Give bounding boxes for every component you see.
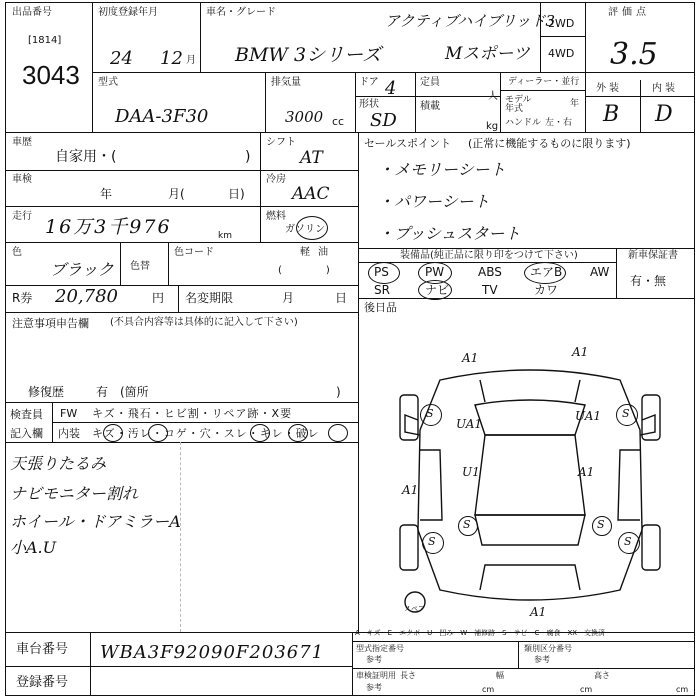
fw-label: FW — [60, 407, 78, 420]
sales-hint: (正常に機能するものに限ります) — [468, 137, 631, 150]
note-line-4: 小A.U — [10, 538, 57, 557]
fuel-gas-circle — [296, 216, 328, 240]
capacity-unit: 人 — [488, 91, 498, 102]
sales-item-1: ・メモリーシート — [378, 160, 506, 179]
chassis-label: 車台番号 — [16, 642, 69, 657]
ac-label: 冷房 — [266, 174, 286, 185]
equip-airbag: エアB — [530, 265, 563, 279]
make-handwritten: BMW 3シリーズ — [235, 44, 382, 66]
sales-item-2: ・パワーシート — [378, 192, 490, 211]
first-reg-label: 初度登録年月 — [98, 7, 158, 18]
mark-s-2: S — [622, 407, 630, 420]
sales-item-3: ・プッシュスタート — [378, 224, 521, 243]
remarks-label: 記入欄 — [10, 427, 43, 440]
doors-label: ドア — [359, 77, 379, 88]
mark-s-4: S — [624, 535, 632, 548]
equip-pw: PW — [425, 265, 445, 279]
model-value: DAA-3F30 — [115, 106, 209, 127]
drive-4wd: 4WD — [548, 47, 575, 60]
shape-label: 形状 — [359, 99, 379, 110]
trim-handwritten: Mスポーツ — [445, 44, 530, 64]
warranty-label: 新車保証書 — [628, 250, 678, 261]
class-ref: 参考 — [534, 655, 550, 664]
mileage-label: 走行 — [12, 211, 32, 222]
handle-label: ハンドル — [505, 118, 542, 128]
note-line-1: 天張りたるみ — [10, 454, 107, 473]
interior-label: 内装 — [652, 83, 678, 94]
load-label: 積載 — [420, 101, 440, 112]
length-unit: cm — [482, 685, 495, 694]
rear-label: 後日品 — [364, 301, 397, 314]
repair-close: ) — [336, 385, 341, 399]
drive-2wd: 2WD — [548, 17, 575, 30]
equipment-title: 装備品(純正品に限り印をつけて下さい) — [400, 250, 578, 261]
height-unit: cm — [676, 685, 689, 694]
mark-a1-left-side: A1 — [402, 483, 419, 497]
cert-label: 型式指定番号 — [356, 644, 404, 653]
mark-s-5: S — [463, 518, 471, 531]
score-value: 3.5 — [610, 37, 658, 72]
width-label: 幅 — [496, 671, 504, 680]
mark-a1-rear: A1 — [530, 605, 547, 619]
category-label: 車歴 — [12, 137, 32, 148]
fuel-gas: ガソリン — [285, 224, 325, 235]
mark-s-1: S — [426, 407, 434, 420]
width-unit: cm — [580, 685, 593, 694]
equip-leather: カワ — [534, 283, 559, 297]
exterior-value: B — [603, 102, 620, 127]
color-value: ブラック — [50, 260, 114, 279]
color-label: 色 — [12, 247, 22, 258]
car-diagram — [380, 340, 680, 630]
interior-value: D — [655, 102, 673, 127]
equip-tv: TV — [482, 283, 498, 297]
shift-label: シフト — [266, 137, 296, 148]
first-reg-month: 12 — [160, 48, 183, 69]
lot-label: 出品番号 — [12, 7, 52, 18]
shift-value: AT — [300, 148, 323, 168]
mileage-value: 16万3千976 — [45, 216, 172, 238]
r-value: 20,780 — [55, 286, 118, 307]
equip-ps: PS — [374, 265, 389, 279]
ac-value: AAC — [292, 184, 330, 204]
mark-ua1-left: UA1 — [456, 417, 483, 431]
reg-label: 登録番号 — [16, 675, 69, 690]
equip-aw: AW — [590, 265, 610, 279]
notes-hint: (不具合内容等は具体的に記入して下さい) — [110, 317, 298, 328]
color-change-label: 色替 — [130, 261, 150, 272]
r-label: R券 — [12, 291, 33, 305]
name-change-day: 日 — [335, 291, 348, 305]
category-value: 自家用・( — [55, 149, 117, 165]
displacement-value: 3000 — [285, 108, 324, 126]
doors-value: 4 — [385, 78, 397, 99]
handle-value: 左・右 — [545, 118, 573, 128]
inspection-day: 日) — [228, 187, 245, 201]
sales-title: セールスポイント — [364, 137, 452, 150]
model-year-label: モデル年式 — [505, 95, 532, 114]
fuel-diesel: 軽油 — [300, 247, 336, 258]
lot-number: 3043 — [22, 60, 80, 90]
fw-items: キズ・飛石・ヒビ割・リペア跡・X要 — [92, 407, 293, 420]
name-change-month: 月 — [282, 291, 295, 305]
note-line-3: ホイール・ドアミラーA — [10, 512, 181, 531]
cert-ref: 参考 — [366, 655, 382, 664]
model-label: 型式 — [98, 77, 118, 88]
interior-items: キズ・汚レ・コゲ・穴・スレ・キレ・破レ — [92, 427, 320, 440]
lot-sub: [1814] — [28, 35, 62, 46]
repair-label: 修復歴 — [28, 385, 65, 399]
inspection-label: 車検 — [12, 174, 32, 185]
interior-row-label: 内装 — [58, 427, 80, 440]
displacement-unit: cc — [332, 115, 345, 128]
warranty-value: 有・無 — [630, 274, 667, 288]
damage-legend: A－キズ E－エクボ U－凹み W－補修跡 S－サビ C－腐食 XX－交換済 — [355, 629, 606, 637]
height-label: 高さ — [594, 671, 610, 680]
first-reg-year: 24 — [110, 48, 133, 69]
inspection-year: 年 — [100, 187, 113, 201]
grade-handwritten: アクティブハイブリッド3 — [385, 12, 556, 30]
class-label: 類別区分番号 — [524, 644, 572, 653]
dealer-label: ディーラー・並行 — [508, 77, 580, 87]
inspection-month: 月( — [168, 187, 185, 201]
r-unit: 円 — [152, 291, 165, 305]
equip-navi: ナビ — [425, 283, 450, 297]
chassis-value: WBA3F92090F203671 — [100, 642, 325, 663]
repair-value: 有 — [96, 385, 109, 399]
fuel-other: ( ) — [278, 265, 338, 276]
capacity-label: 定員 — [420, 77, 440, 88]
score-label: 評価点 — [608, 7, 650, 18]
vehicle-cert-label: 車検証明用 — [356, 671, 396, 680]
mark-a1-front-right: A1 — [572, 345, 589, 359]
spare-label: スペア — [404, 605, 425, 613]
repair-part: (箇所 — [120, 385, 149, 399]
mark-s-6: S — [597, 518, 605, 531]
mark-u1-roof: U1 — [462, 465, 480, 479]
inspector-label: 検査員 — [10, 408, 43, 421]
model-year-unit: 年 — [570, 99, 580, 109]
mark-ua1-right: UA1 — [575, 409, 602, 423]
length-label: 長さ — [400, 671, 416, 680]
shape-value: SD — [370, 110, 397, 131]
load-unit: kg — [486, 121, 499, 132]
mark-s-3: S — [428, 535, 436, 548]
first-reg-month-unit: 月 — [186, 55, 196, 66]
notes-label: 注意事項申告欄 — [12, 317, 89, 330]
color-code-label: 色コード — [174, 247, 214, 258]
equip-sr: SR — [374, 283, 390, 297]
name-change-label: 名変期限 — [185, 291, 234, 305]
equip-abs: ABS — [478, 265, 502, 279]
fuel-label: 燃料 — [266, 211, 286, 222]
category-close: ) — [245, 149, 251, 165]
displacement-label: 排気量 — [271, 77, 301, 88]
make-label: 車名・グレード — [206, 7, 276, 18]
exterior-label: 外装 — [596, 83, 622, 94]
mark-a1-front-left: A1 — [462, 351, 479, 365]
note-line-2: ナビモニター割れ — [10, 484, 139, 503]
mileage-unit: km — [218, 231, 232, 241]
mark-a1-right-door: A1 — [578, 465, 595, 479]
vehicle-cert-ref: 参考 — [366, 683, 382, 692]
